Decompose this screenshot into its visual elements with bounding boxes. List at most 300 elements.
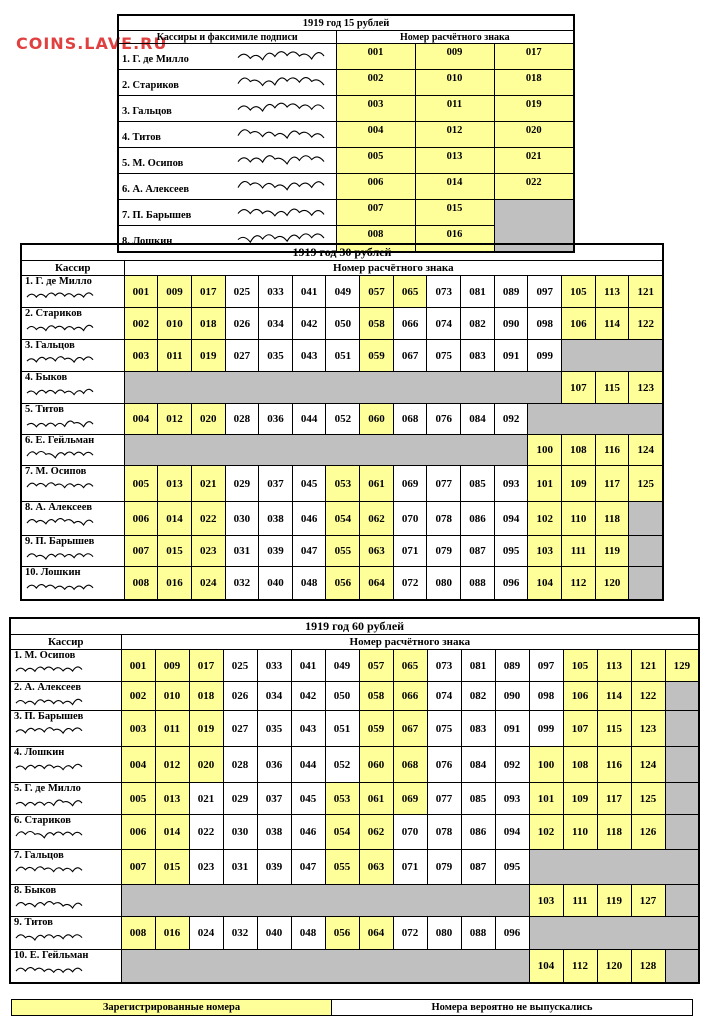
registered-number: 105 bbox=[563, 650, 597, 682]
table-30-rubles bbox=[20, 243, 664, 601]
number-cell: 087 bbox=[461, 850, 495, 885]
number-cell: 047 bbox=[292, 536, 326, 567]
registered-number: 001 bbox=[121, 650, 155, 682]
registered-number: 057 bbox=[360, 276, 394, 308]
cashier-cell bbox=[21, 308, 124, 340]
table-row bbox=[118, 122, 574, 148]
registered-number: 053 bbox=[326, 466, 360, 502]
cashier-cell bbox=[21, 435, 124, 466]
number-cell: 077 bbox=[427, 783, 461, 815]
number-cell: 070 bbox=[393, 815, 427, 850]
signature bbox=[14, 759, 121, 772]
registered-number: 109 bbox=[563, 783, 597, 815]
registered-number: 103 bbox=[529, 885, 563, 917]
table-row bbox=[21, 502, 663, 536]
number-cell: 072 bbox=[393, 917, 427, 950]
registered-number: 006 bbox=[124, 502, 158, 536]
registered-number: 053 bbox=[325, 783, 359, 815]
number-cell: 037 bbox=[259, 466, 293, 502]
signature bbox=[14, 962, 121, 975]
registered-number: 123 bbox=[629, 372, 663, 404]
registered-number: 117 bbox=[597, 783, 631, 815]
registered-number: 119 bbox=[595, 536, 629, 567]
registered-number: 113 bbox=[595, 276, 629, 308]
registered-number: 113 bbox=[597, 650, 631, 682]
table-row bbox=[21, 404, 663, 435]
number-cell: 082 bbox=[461, 308, 495, 340]
cashier-name: 2. Стариков bbox=[122, 79, 179, 91]
table-row bbox=[10, 950, 699, 983]
number-cell: 036 bbox=[257, 747, 291, 783]
number-cell: 093 bbox=[495, 783, 529, 815]
cashier-name: 8. Быков bbox=[14, 885, 57, 896]
cashier-cell bbox=[10, 711, 121, 747]
number-cell: 038 bbox=[259, 502, 293, 536]
registered-number: 054 bbox=[325, 815, 359, 850]
registered-number: 061 bbox=[360, 466, 394, 502]
not-issued-cell bbox=[562, 340, 663, 372]
registered-number: 003 bbox=[124, 340, 158, 372]
registered-number: 104 bbox=[529, 950, 563, 983]
registered-number: 018 bbox=[494, 70, 574, 96]
number-cell: 038 bbox=[257, 815, 291, 850]
number-cell: 096 bbox=[494, 567, 528, 600]
number-cell: 074 bbox=[427, 682, 461, 711]
registered-number: 019 bbox=[494, 96, 574, 122]
table-row bbox=[10, 650, 699, 682]
number-cell: 090 bbox=[494, 308, 528, 340]
cashier-name: 5. Г. де Милло bbox=[14, 783, 81, 794]
number-cell: 039 bbox=[257, 850, 291, 885]
registered-number: 021 bbox=[494, 148, 574, 174]
number-cell: 073 bbox=[427, 650, 461, 682]
number-cell: 028 bbox=[225, 404, 259, 435]
signature bbox=[14, 795, 121, 808]
registered-number: 010 bbox=[155, 682, 189, 711]
registered-number: 114 bbox=[597, 682, 631, 711]
number-cell: 077 bbox=[427, 466, 461, 502]
number-cell: 052 bbox=[325, 747, 359, 783]
cashier-name: 5. М. Осипов bbox=[122, 157, 184, 169]
not-issued-cell bbox=[629, 536, 663, 567]
registered-number: 127 bbox=[631, 885, 665, 917]
not-issued-cell bbox=[665, 711, 699, 747]
number-cell: 099 bbox=[528, 340, 562, 372]
number-cell: 069 bbox=[393, 466, 427, 502]
table-row bbox=[118, 96, 574, 122]
registered-number: 117 bbox=[595, 466, 629, 502]
registered-number: 016 bbox=[158, 567, 192, 600]
registered-number: 020 bbox=[191, 404, 225, 435]
number-cell: 049 bbox=[326, 276, 360, 308]
registered-number: 124 bbox=[631, 747, 665, 783]
not-issued-cell bbox=[665, 682, 699, 711]
number-cell: 034 bbox=[257, 682, 291, 711]
registered-number: 060 bbox=[360, 404, 394, 435]
cashier-name: 7. П. Барышев bbox=[122, 209, 192, 221]
number-cell: 080 bbox=[427, 917, 461, 950]
number-cell: 042 bbox=[292, 308, 326, 340]
cashier-cell bbox=[21, 536, 124, 567]
number-cell: 081 bbox=[461, 276, 495, 308]
registered-number: 104 bbox=[528, 567, 562, 600]
table-title: 1919 год 30 рублей bbox=[21, 244, 663, 261]
registered-number: 116 bbox=[597, 747, 631, 783]
cashier-cell bbox=[10, 783, 121, 815]
signature-icon bbox=[25, 352, 97, 365]
registered-number: 100 bbox=[529, 747, 563, 783]
registered-number: 006 bbox=[121, 815, 155, 850]
number-cell: 033 bbox=[259, 276, 293, 308]
number-cell: 091 bbox=[495, 711, 529, 747]
registered-number: 019 bbox=[191, 340, 225, 372]
not-issued-cell bbox=[528, 404, 663, 435]
table-row bbox=[21, 308, 663, 340]
registered-number: 123 bbox=[631, 711, 665, 747]
header-cashier: Кассир bbox=[21, 261, 124, 276]
registered-number: 007 bbox=[121, 850, 155, 885]
registered-number: 062 bbox=[360, 502, 394, 536]
signature-icon bbox=[236, 149, 328, 167]
cashier-cell bbox=[118, 122, 336, 148]
registered-number: 066 bbox=[393, 682, 427, 711]
registered-number: 020 bbox=[189, 747, 223, 783]
number-cell: 048 bbox=[291, 917, 325, 950]
number-cell: 095 bbox=[494, 536, 528, 567]
table-title: 1919 год 60 рублей bbox=[10, 618, 699, 635]
registered-number: 112 bbox=[562, 567, 596, 600]
registered-number: 114 bbox=[595, 308, 629, 340]
number-cell: 086 bbox=[461, 815, 495, 850]
number-cell: 051 bbox=[326, 340, 360, 372]
cashier-cell bbox=[118, 200, 336, 226]
not-issued-cell bbox=[121, 950, 529, 983]
signature bbox=[25, 384, 124, 397]
registered-number: 024 bbox=[191, 567, 225, 600]
number-cell: 023 bbox=[189, 850, 223, 885]
cashier-name: 10. Е. Гейльман bbox=[14, 950, 89, 961]
header-cashier: Кассир bbox=[10, 635, 121, 650]
number-cell: 071 bbox=[393, 536, 427, 567]
number-cell: 027 bbox=[223, 711, 257, 747]
registered-number: 125 bbox=[629, 466, 663, 502]
not-issued-cell bbox=[529, 917, 699, 950]
number-cell: 092 bbox=[494, 404, 528, 435]
registered-number: 002 bbox=[336, 70, 415, 96]
registered-number: 061 bbox=[359, 783, 393, 815]
cashier-name: 7. Гальцов bbox=[14, 850, 64, 861]
registered-number: 058 bbox=[360, 308, 394, 340]
registered-number: 119 bbox=[597, 885, 631, 917]
cashier-cell bbox=[118, 174, 336, 200]
cashier-cell bbox=[118, 70, 336, 96]
number-cell: 032 bbox=[225, 567, 259, 600]
table-row bbox=[21, 536, 663, 567]
number-cell: 036 bbox=[259, 404, 293, 435]
not-issued-cell bbox=[529, 850, 699, 885]
number-cell: 028 bbox=[223, 747, 257, 783]
registered-number: 008 bbox=[121, 917, 155, 950]
table-15-rubles bbox=[117, 14, 575, 253]
number-cell: 084 bbox=[461, 747, 495, 783]
cashier-name: 2. Стариков bbox=[25, 308, 82, 319]
registered-number: 115 bbox=[597, 711, 631, 747]
number-cell: 045 bbox=[292, 466, 326, 502]
number-cell: 026 bbox=[225, 308, 259, 340]
number-cell: 078 bbox=[427, 815, 461, 850]
cashier-cell bbox=[21, 404, 124, 435]
registered-number: 106 bbox=[562, 308, 596, 340]
number-cell: 031 bbox=[225, 536, 259, 567]
signature-icon bbox=[14, 929, 86, 942]
registered-number: 020 bbox=[494, 122, 574, 148]
registered-number: 014 bbox=[158, 502, 192, 536]
registered-number: 062 bbox=[359, 815, 393, 850]
cashier-cell bbox=[10, 815, 121, 850]
signature-icon bbox=[25, 416, 97, 429]
number-cell: 072 bbox=[393, 567, 427, 600]
number-cell: 048 bbox=[292, 567, 326, 600]
signature-icon bbox=[25, 514, 97, 527]
number-cell: 084 bbox=[461, 404, 495, 435]
header-numbers: Номер расчётного знака bbox=[336, 31, 574, 44]
signature-icon bbox=[25, 478, 97, 491]
signature-icon bbox=[14, 662, 86, 675]
registered-number: 013 bbox=[155, 783, 189, 815]
number-cell: 034 bbox=[259, 308, 293, 340]
registered-number: 018 bbox=[191, 308, 225, 340]
number-cell: 076 bbox=[427, 747, 461, 783]
registered-number: 011 bbox=[158, 340, 192, 372]
table-row bbox=[10, 815, 699, 850]
cashier-name: 1. М. Осипов bbox=[14, 650, 76, 661]
signature-icon bbox=[14, 962, 86, 975]
registered-number: 122 bbox=[631, 682, 665, 711]
signature bbox=[14, 862, 121, 875]
number-cell: 095 bbox=[495, 850, 529, 885]
number-cell: 051 bbox=[325, 711, 359, 747]
number-cell: 041 bbox=[292, 276, 326, 308]
registered-number: 003 bbox=[336, 96, 415, 122]
signature-icon bbox=[25, 384, 97, 397]
signature-icon bbox=[236, 45, 328, 63]
registered-number: 011 bbox=[155, 711, 189, 747]
registered-number: 101 bbox=[529, 783, 563, 815]
registered-number: 001 bbox=[124, 276, 158, 308]
registered-number: 067 bbox=[393, 711, 427, 747]
cashier-cell bbox=[118, 44, 336, 70]
registered-number: 016 bbox=[155, 917, 189, 950]
not-issued-cell bbox=[124, 372, 562, 404]
number-cell: 025 bbox=[223, 650, 257, 682]
signature bbox=[25, 579, 124, 592]
signature bbox=[25, 447, 124, 460]
registered-number: 055 bbox=[325, 850, 359, 885]
watermark: COINS.LAVE.RU bbox=[16, 34, 168, 53]
number-cell: 022 bbox=[189, 815, 223, 850]
number-cell: 097 bbox=[528, 276, 562, 308]
number-cell: 074 bbox=[427, 308, 461, 340]
number-cell: 096 bbox=[495, 917, 529, 950]
registered-number: 002 bbox=[121, 682, 155, 711]
number-cell: 089 bbox=[495, 650, 529, 682]
registered-number: 010 bbox=[415, 70, 494, 96]
number-cell: 029 bbox=[223, 783, 257, 815]
number-cell: 081 bbox=[461, 650, 495, 682]
table-row bbox=[10, 711, 699, 747]
not-issued-cell bbox=[121, 885, 529, 917]
registered-number: 017 bbox=[494, 44, 574, 70]
registered-number: 009 bbox=[415, 44, 494, 70]
number-cell: 041 bbox=[291, 650, 325, 682]
registered-number: 105 bbox=[562, 276, 596, 308]
header-numbers: Номер расчётного знака bbox=[124, 261, 663, 276]
registered-number: 023 bbox=[191, 536, 225, 567]
number-cell: 050 bbox=[325, 682, 359, 711]
cashier-name: 8. А. Алексеев bbox=[25, 502, 93, 513]
number-cell: 035 bbox=[257, 711, 291, 747]
table-row bbox=[10, 682, 699, 711]
cashier-cell bbox=[21, 372, 124, 404]
registered-number: 122 bbox=[629, 308, 663, 340]
registered-number: 115 bbox=[595, 372, 629, 404]
number-cell: 083 bbox=[461, 340, 495, 372]
signature-icon bbox=[14, 759, 86, 772]
cashier-name: 2. А. Алексеев bbox=[14, 682, 82, 693]
not-issued-cell bbox=[665, 747, 699, 783]
number-cell: 075 bbox=[427, 340, 461, 372]
registered-number: 056 bbox=[326, 567, 360, 600]
not-issued-cell bbox=[665, 885, 699, 917]
registered-number: 012 bbox=[415, 122, 494, 148]
registered-number: 065 bbox=[393, 650, 427, 682]
number-cell: 037 bbox=[257, 783, 291, 815]
registered-number: 107 bbox=[563, 711, 597, 747]
registered-number: 065 bbox=[393, 276, 427, 308]
cashier-cell bbox=[21, 502, 124, 536]
cashier-name: 7. М. Осипов bbox=[25, 466, 87, 477]
cashier-cell bbox=[21, 567, 124, 600]
number-cell: 079 bbox=[427, 850, 461, 885]
number-cell: 033 bbox=[257, 650, 291, 682]
cashier-name: 1. Г. де Милло bbox=[122, 53, 189, 65]
registered-number: 056 bbox=[325, 917, 359, 950]
registered-number: 069 bbox=[393, 783, 427, 815]
signature bbox=[25, 478, 124, 491]
registered-number: 015 bbox=[158, 536, 192, 567]
number-cell: 025 bbox=[225, 276, 259, 308]
registered-number: 118 bbox=[597, 815, 631, 850]
legend-registered: Зарегистрированные номера bbox=[11, 999, 332, 1016]
registered-number: 054 bbox=[326, 502, 360, 536]
registered-number: 108 bbox=[563, 747, 597, 783]
number-cell: 040 bbox=[257, 917, 291, 950]
cashier-cell bbox=[10, 747, 121, 783]
number-cell: 085 bbox=[461, 466, 495, 502]
registered-number: 014 bbox=[155, 815, 189, 850]
signature-icon bbox=[14, 862, 86, 875]
signature-icon bbox=[236, 123, 328, 141]
cashier-name: 8. Лошкин bbox=[122, 235, 173, 247]
signature bbox=[25, 548, 124, 561]
signature bbox=[14, 897, 121, 910]
registered-number: 120 bbox=[597, 950, 631, 983]
registered-number: 103 bbox=[528, 536, 562, 567]
signature-icon bbox=[25, 579, 97, 592]
signature-icon bbox=[25, 288, 97, 301]
number-cell: 026 bbox=[223, 682, 257, 711]
signature bbox=[25, 320, 124, 333]
header-numbers: Номер расчётного знака bbox=[121, 635, 699, 650]
signature-icon bbox=[25, 320, 97, 333]
registered-number: 007 bbox=[336, 200, 415, 226]
number-cell: 030 bbox=[225, 502, 259, 536]
registered-number: 060 bbox=[359, 747, 393, 783]
not-issued-cell bbox=[629, 502, 663, 536]
registered-number: 019 bbox=[189, 711, 223, 747]
registered-number: 059 bbox=[360, 340, 394, 372]
cashier-cell bbox=[10, 885, 121, 917]
cashier-name: 4. Лошкин bbox=[14, 747, 65, 758]
registered-number: 102 bbox=[528, 502, 562, 536]
table-row bbox=[118, 44, 574, 70]
number-cell: 099 bbox=[529, 711, 563, 747]
registered-number: 015 bbox=[415, 200, 494, 226]
number-cell: 086 bbox=[461, 502, 495, 536]
registered-number: 013 bbox=[158, 466, 192, 502]
registered-number: 004 bbox=[124, 404, 158, 435]
number-cell: 094 bbox=[494, 502, 528, 536]
number-cell: 097 bbox=[529, 650, 563, 682]
registered-number: 128 bbox=[631, 950, 665, 983]
registered-number: 121 bbox=[631, 650, 665, 682]
number-cell: 043 bbox=[291, 711, 325, 747]
cashier-cell bbox=[10, 950, 121, 983]
registered-number: 064 bbox=[359, 917, 393, 950]
registered-number: 008 bbox=[124, 567, 158, 600]
table-row bbox=[21, 466, 663, 502]
number-cell: 083 bbox=[461, 711, 495, 747]
signature bbox=[25, 288, 124, 301]
signature bbox=[14, 929, 121, 942]
signature bbox=[14, 694, 121, 707]
number-cell: 040 bbox=[259, 567, 293, 600]
number-cell: 082 bbox=[461, 682, 495, 711]
number-cell: 052 bbox=[326, 404, 360, 435]
table-row bbox=[10, 783, 699, 815]
signature-icon bbox=[14, 897, 86, 910]
registered-number: 005 bbox=[121, 783, 155, 815]
signature-icon bbox=[236, 71, 328, 89]
number-cell: 071 bbox=[393, 850, 427, 885]
registered-number: 112 bbox=[563, 950, 597, 983]
registered-number: 100 bbox=[528, 435, 562, 466]
signature bbox=[14, 723, 121, 736]
registered-number: 017 bbox=[189, 650, 223, 682]
cashier-name: 4. Титов bbox=[122, 131, 161, 143]
number-cell: 044 bbox=[291, 747, 325, 783]
signature-icon bbox=[236, 201, 328, 219]
cashier-cell bbox=[118, 96, 336, 122]
cashier-cell bbox=[10, 850, 121, 885]
registered-number: 107 bbox=[562, 372, 596, 404]
cashier-name: 9. П. Барышев bbox=[25, 536, 95, 547]
table-60-rubles bbox=[9, 617, 700, 984]
cashier-name: 6. А. Алексеев bbox=[122, 183, 190, 195]
number-cell: 073 bbox=[427, 276, 461, 308]
registered-number: 015 bbox=[155, 850, 189, 885]
registered-number: 016 bbox=[415, 226, 494, 253]
